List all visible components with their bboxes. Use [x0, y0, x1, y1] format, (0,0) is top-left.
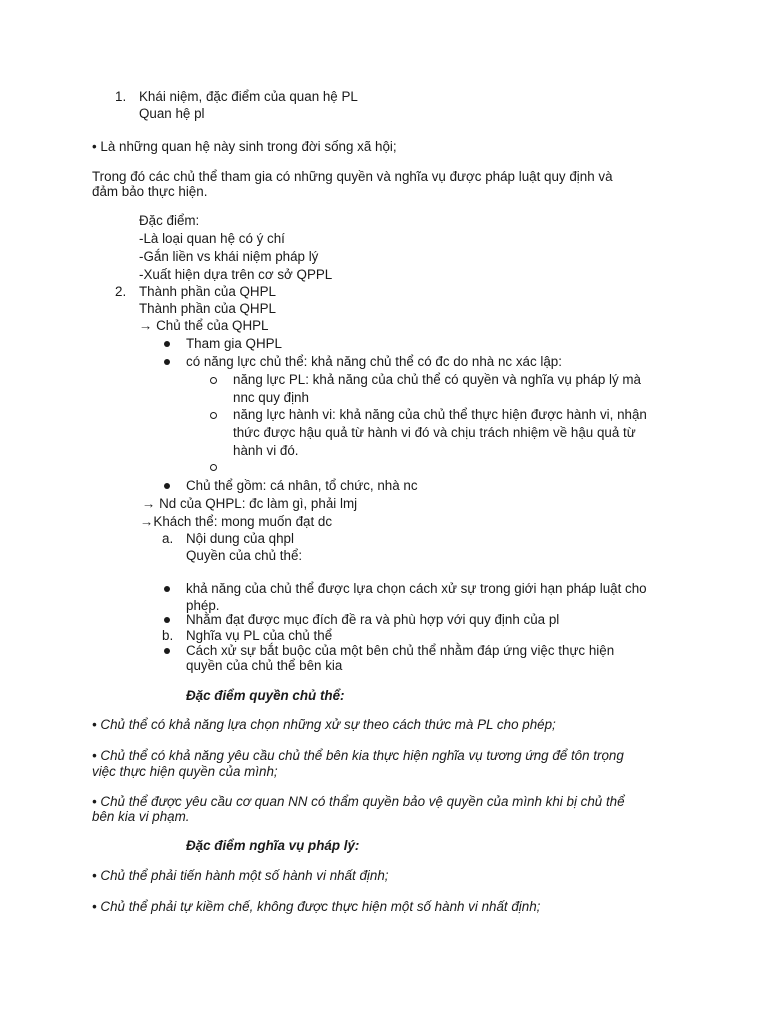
text-line: Quyền của chủ thể:: [186, 548, 303, 563]
bullet-dot: [164, 617, 170, 623]
list-item-continued: hành vi đó.: [233, 443, 299, 458]
list-item-continued: quyền của chủ thể bên kia: [186, 658, 343, 673]
bullet-dot: [164, 359, 170, 365]
italic-bullet-continued: bên kia vi phạm.: [92, 809, 190, 824]
list-number-1: 1.: [115, 89, 127, 104]
italic-heading: Đặc điểm quyền chủ thể:: [186, 688, 345, 703]
text-line: -Gắn liền vs khái niệm pháp lý: [139, 249, 319, 264]
text-line: Đặc điểm:: [139, 213, 200, 228]
list-number-2: 2.: [115, 284, 127, 299]
list-item: khả năng của chủ thể được lựa chọn cách xử sự trong giới hạn pháp luật cho: [186, 581, 647, 596]
italic-bullet: • Chủ thể có khả năng yêu cầu chủ thể bên kia thực hiện nghĩa vụ tương ứng để tôn trọng: [92, 748, 624, 763]
bullet-dot: [164, 586, 170, 592]
list-item: Tham gia QHPL: [186, 336, 283, 351]
bullet-paragraph: • Là những quan hệ này sinh trong đời sống xã hội;: [92, 139, 397, 154]
subsection-heading: Nghĩa vụ PL của chủ thể: [186, 628, 333, 643]
italic-bullet: • Chủ thể phải tiến hành một số hành vi nhất định;: [92, 868, 389, 883]
list-item: năng lực hành vi: khả năng của chủ thể thực hiện được hành vi, nhận: [233, 407, 647, 422]
list-item-continued: nnc quy định: [233, 390, 309, 405]
section-heading-1: Khái niệm, đặc điểm của quan hệ PL: [139, 89, 358, 104]
text-line: -Là loại quan hệ có ý chí: [139, 231, 285, 246]
subheading: Quan hệ pl: [139, 106, 205, 121]
italic-bullet: • Chủ thể có khả năng lựa chọn những xử sự theo cách thức mà PL cho phép;: [92, 717, 556, 732]
bullet-circle-empty: [210, 464, 217, 471]
arrow-line: → Nd của QHPL: đc làm gì, phải lmj: [142, 496, 358, 511]
list-item-continued: thức được hậu quả từ hành vi đó và chịu trách nhiệm về hậu quả từ: [233, 425, 636, 440]
list-item: có năng lực chủ thể: khả năng chủ thể có đc do nhà nc xác lập:: [186, 354, 562, 369]
paragraph-line: đảm bảo thực hiện.: [92, 184, 208, 199]
list-letter-b: b.: [162, 628, 174, 643]
bullet-circle: [210, 412, 217, 419]
italic-bullet-continued: việc thực hiện quyền của mình;: [92, 764, 278, 779]
italic-heading: Đặc điểm nghĩa vụ pháp lý:: [186, 838, 360, 853]
text-line: Thành phần của QHPL: [139, 301, 276, 316]
bullet-dot: [164, 341, 170, 347]
bullet-dot: [164, 483, 170, 489]
italic-bullet: • Chủ thể được yêu cầu cơ quan NN có thẩm quyền bảo vệ quyền của mình khi bị chủ thể: [92, 794, 625, 809]
list-item-continued: phép.: [186, 598, 220, 613]
section-heading-2: Thành phần của QHPL: [139, 284, 276, 299]
list-item: Cách xử sự bắt buộc của một bên chủ thể nhằm đáp ứng việc thực hiện: [186, 643, 615, 658]
list-item: Chủ thể gồm: cá nhân, tổ chức, nhà nc: [186, 478, 418, 493]
list-letter-a: a.: [162, 531, 174, 546]
subsection-heading: Nội dung của qhpl: [186, 531, 294, 546]
arrow-line: → Chủ thể của QHPL: [139, 318, 269, 333]
list-item: năng lực PL: khả năng của chủ thể có quyền và nghĩa vụ pháp lý mà: [233, 372, 641, 387]
text-line: -Xuất hiện dựa trên cơ sở QPPL: [139, 267, 333, 282]
bullet-dot: [164, 648, 170, 654]
list-item: Nhằm đạt được mục đích đề ra và phù hợp với quy định của pl: [186, 612, 560, 627]
arrow-line: →Khách thể: mong muốn đạt dc: [140, 514, 333, 529]
paragraph-line: Trong đó các chủ thể tham gia có những quyền và nghĩa vụ được pháp luật quy định và: [92, 169, 613, 184]
bullet-circle: [210, 377, 217, 384]
italic-bullet: • Chủ thể phải tự kiềm chế, không được thực hiện một số hành vi nhất định;: [92, 899, 541, 914]
